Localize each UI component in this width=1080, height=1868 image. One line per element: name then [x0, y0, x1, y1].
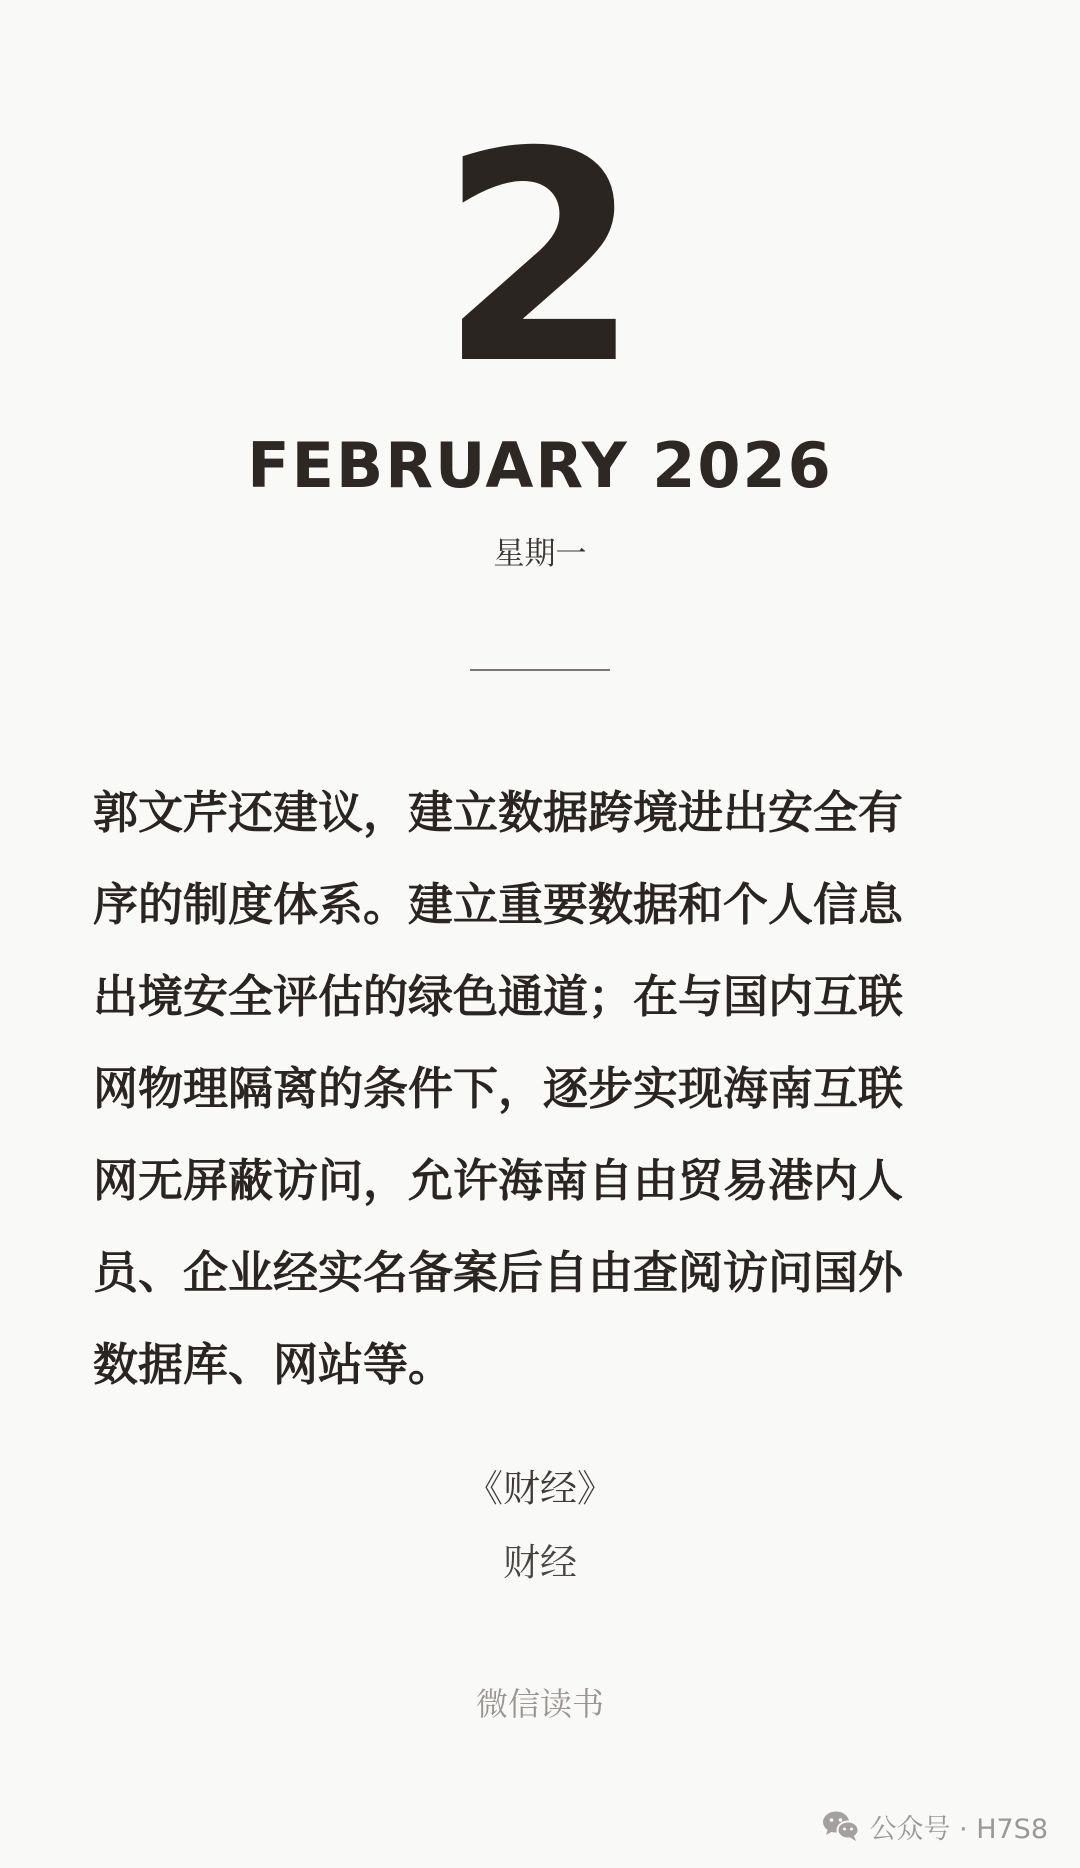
quote-line: 员、企业经实名备案后自由查阅访问国外 — [93, 1246, 904, 1299]
source-author: 财经 — [503, 1541, 577, 1584]
quote-text — [93, 767, 993, 1411]
watermark — [821, 1806, 1048, 1846]
quote-line: 网物理隔离的条件下，逐步实现海南互联 — [93, 1062, 904, 1115]
source-title: 《财经》 — [466, 1467, 614, 1510]
quote-line: 数据库、网站等。 — [93, 1338, 454, 1391]
quote-line: 郭文芹还建议，建立数据跨境进出安全有 — [93, 786, 904, 839]
app-name: 微信读书 — [475, 1685, 604, 1723]
quote-line: 序的制度体系。建立重要数据和个人信息 — [93, 878, 904, 931]
watermark-text: 公众号 · H7S8 — [869, 1813, 1048, 1845]
weekday: 星期一 — [493, 536, 587, 572]
quote-line: 网无屏蔽访问，允许海南自由贸易港内人 — [93, 1154, 904, 1207]
month-year: FEBRUARY 2026 — [247, 429, 833, 502]
divider — [470, 669, 610, 671]
wechat-icon — [821, 1809, 861, 1843]
day-number: 2 — [439, 91, 641, 428]
quote-line: 出境安全评估的绿色通道；在与国内互联 — [93, 970, 904, 1023]
